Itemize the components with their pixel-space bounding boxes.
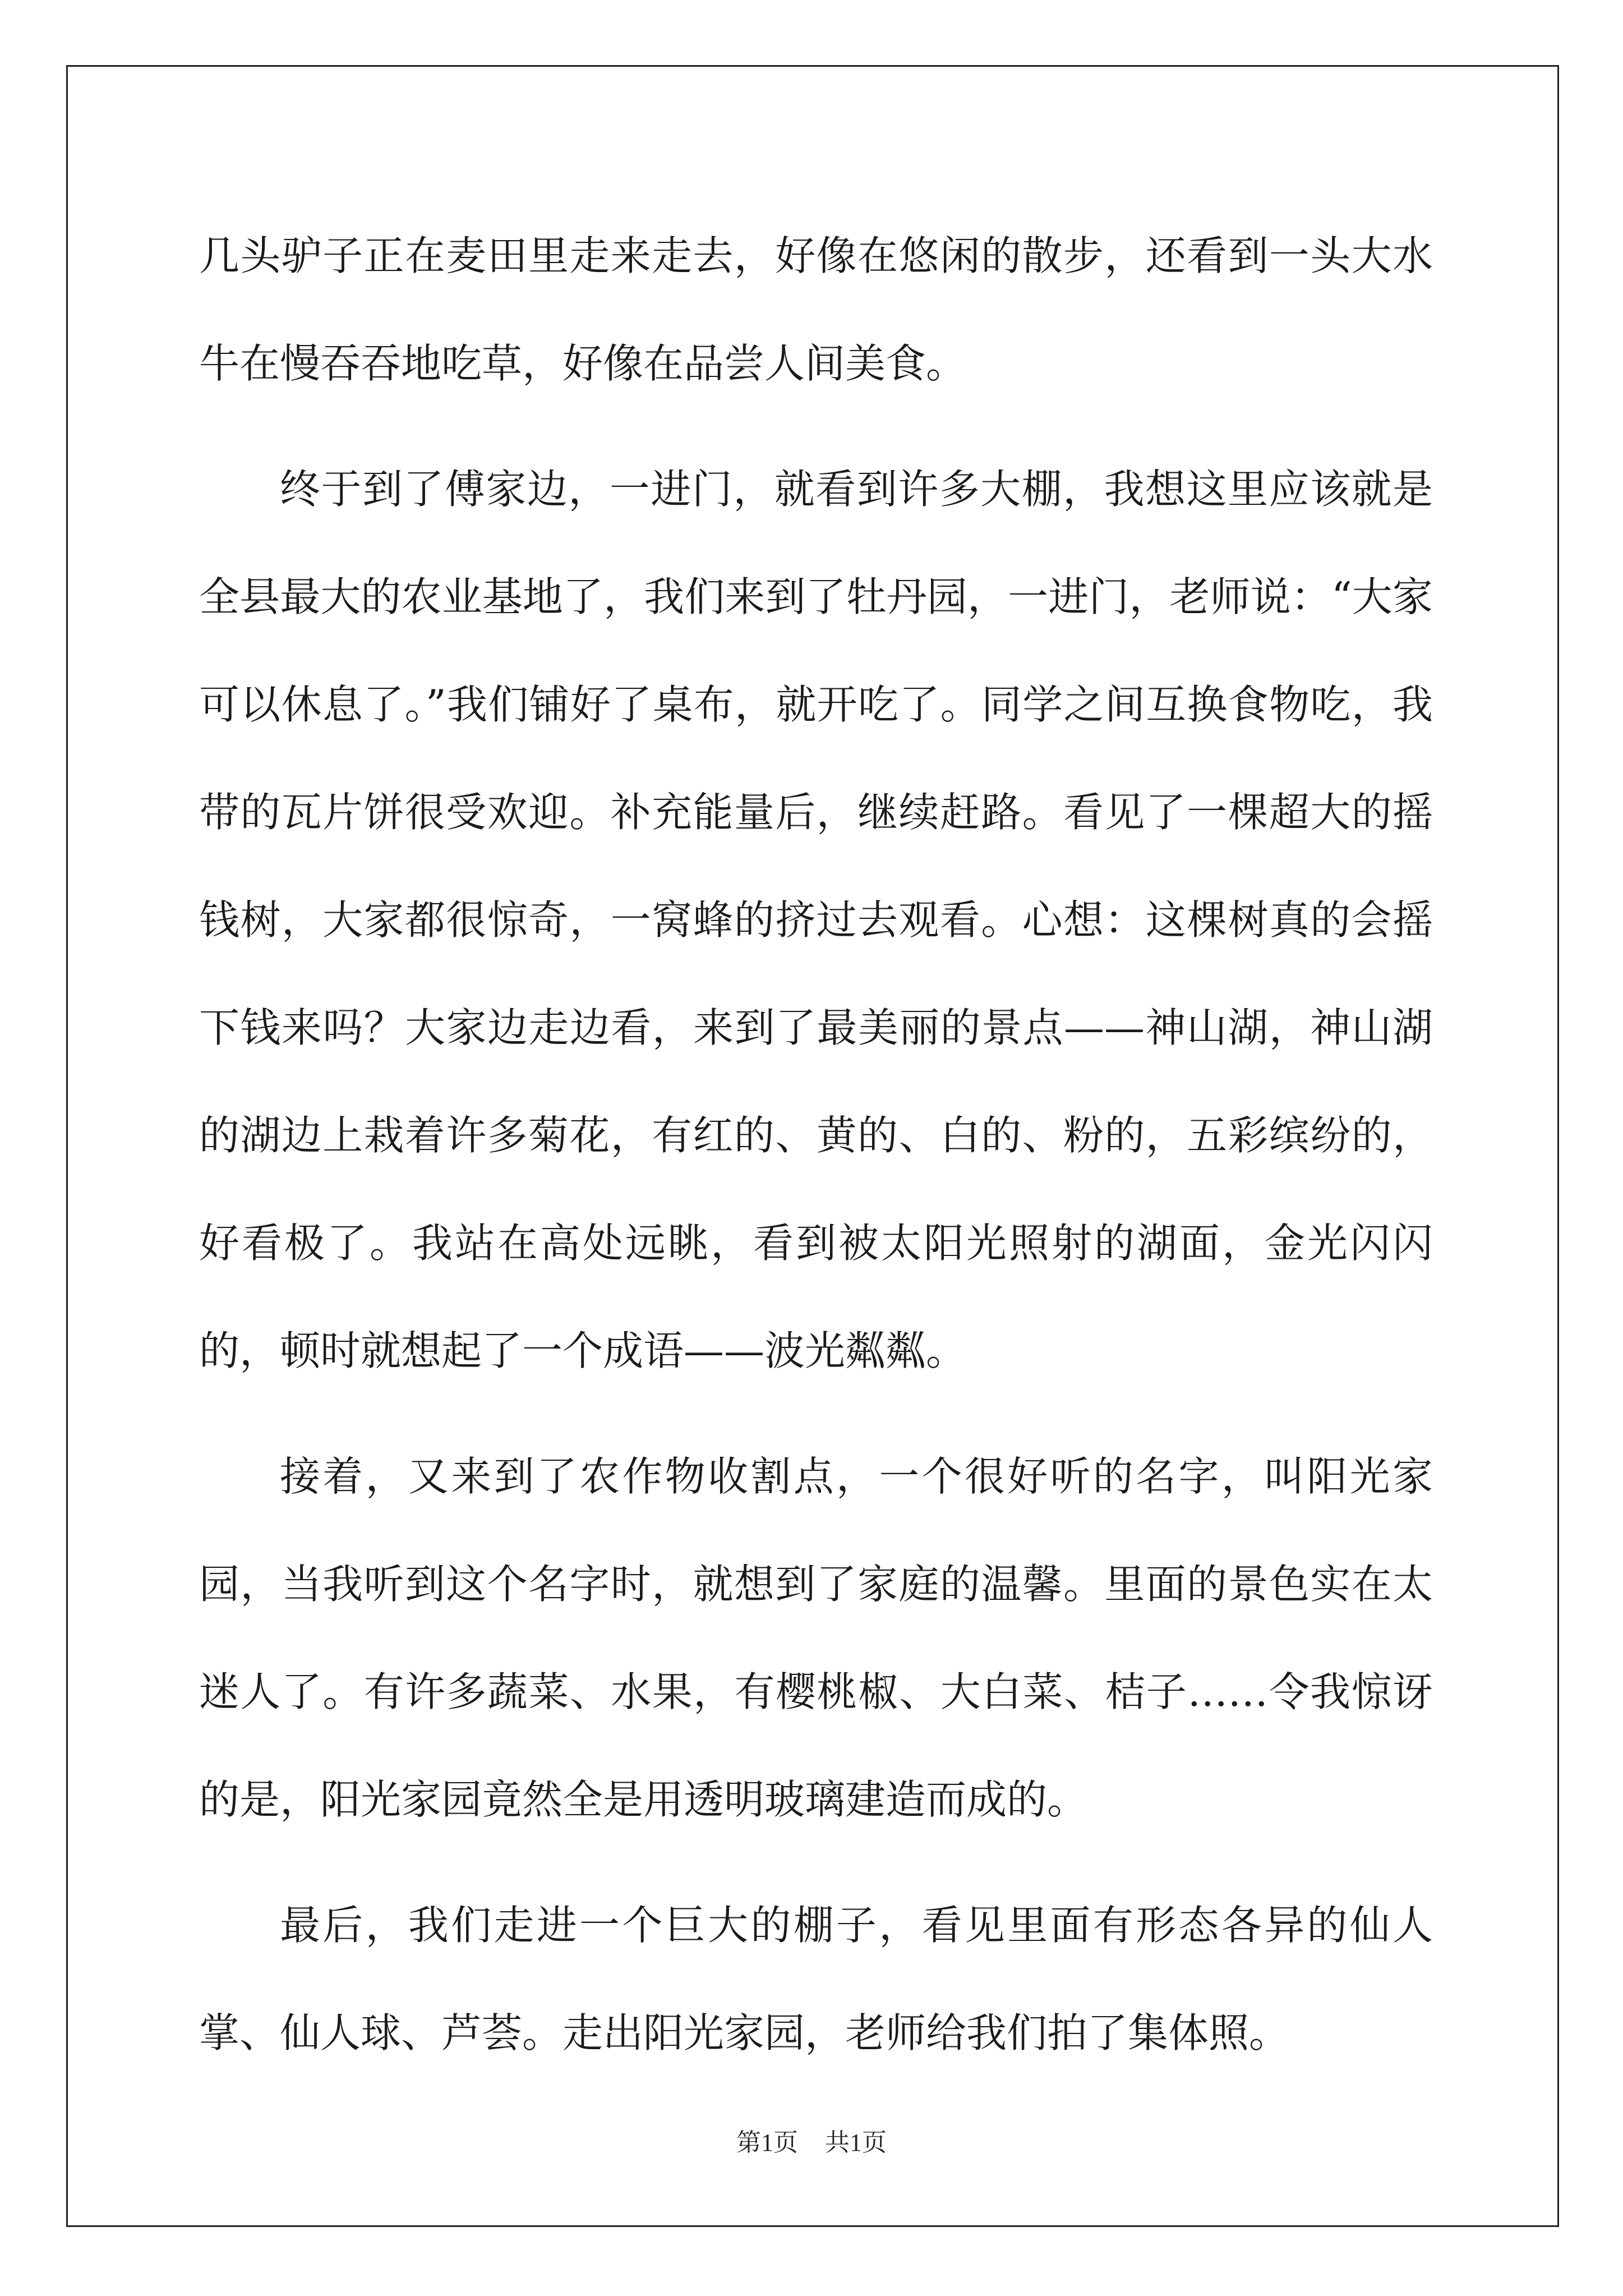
paragraph-4: 最后，我们走进一个巨大的棚子，看见里面有形态各异的仙人掌、仙人球、芦荟。走出阳光家园，老师给我们拍了集体照。 <box>199 1902 1433 2056</box>
page-number: 第1页 <box>736 2129 798 2156</box>
paragraph-1: 几头驴子正在麦田里走来走去，好像在悠闲的散步，还看到一头大水牛在慢吞吞地吃草，好像在品尝人间美食。 <box>199 232 1433 387</box>
document-body <box>199 202 1433 2105</box>
paragraph-3: 接着，又来到了农作物收割点，一个很好听的名字，叫阳光家园，当我听到这个名字时，就想到了家庭的温馨。里面的景色实在太迷人了。有许多蔬菜、水果，有樱桃椒、大白菜、桔子……令我惊讶的是，阳光家园竟然全是用透明玻璃建造而成的。 <box>199 1453 1433 1823</box>
page-footer <box>0 2126 1623 2160</box>
page-total: 共1页 <box>825 2129 887 2156</box>
paragraph-2: 终于到了傅家边，一进门，就看到许多大棚，我想这里应该就是全县最大的农业基地了，我们来到了牡丹园，一进门，老师说：“大家可以休息了。”我们铺好了桌布，就开吃了。同学之间互换食物吃，我带的瓦片饼很受欢迎。补充能量后，继续赶路。看见了一棵超大的摇钱树，大家都很惊奇，一窝蜂的挤过去观看。心想：这棵树真的会摇下钱来吗？大家边走边看，来到了最美丽的景点——神山湖，神山湖的湖边上栽着许多菊花，有红的、黄的、白的、粉的，五彩缤纷的，好看极了。我站在高处远眺，看到被太阳光照射的湖面，金光闪闪的，顿时就想起了一个成语——波光粼粼。 <box>199 466 1433 1374</box>
